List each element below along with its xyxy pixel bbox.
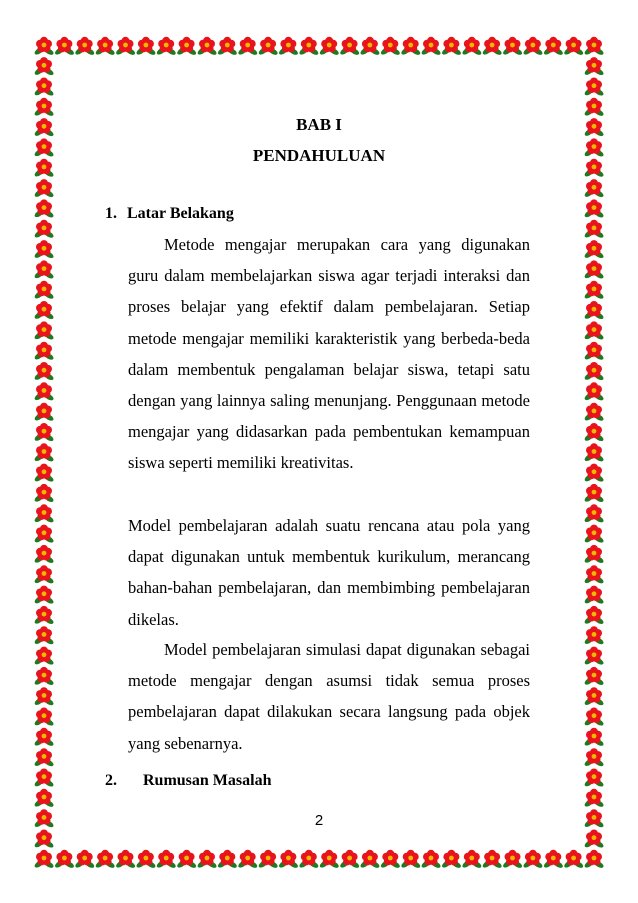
red-flower-icon (54, 37, 75, 56)
red-flower-icon (583, 382, 604, 401)
red-flower-icon (33, 37, 54, 56)
red-flower-icon (583, 504, 604, 523)
red-flower-icon (33, 769, 54, 788)
red-flower-icon (583, 830, 604, 849)
section-title: Rumusan Masalah (143, 772, 272, 789)
red-flower-icon (74, 37, 95, 56)
red-flower-icon (196, 850, 217, 869)
section-number: 2. (105, 772, 117, 789)
red-flower-icon (217, 37, 238, 56)
red-flower-icon (33, 484, 54, 503)
red-flower-icon (583, 748, 604, 767)
red-flower-icon (258, 850, 279, 869)
red-flower-icon (522, 850, 543, 869)
red-flower-icon (278, 850, 299, 869)
red-flower-icon (33, 789, 54, 808)
red-flower-icon (563, 850, 584, 869)
red-flower-icon (319, 37, 340, 56)
red-flower-icon (583, 850, 604, 869)
red-flower-icon (461, 850, 482, 869)
section-title: Latar Belakang (127, 205, 234, 222)
red-flower-icon (420, 37, 441, 56)
red-flower-icon (583, 342, 604, 361)
red-flower-icon (339, 850, 360, 869)
red-flower-icon (33, 423, 54, 442)
red-flower-icon (380, 850, 401, 869)
red-flower-icon (33, 464, 54, 483)
red-flower-icon (33, 179, 54, 198)
red-flower-icon (33, 57, 54, 76)
red-flower-icon (339, 37, 360, 56)
paragraph: Metode mengajar merupakan cara yang digunakan guru dalam membelajarkan siswa agar terjadi interaksi dan proses belajar yang efektif dalam pembelajaran. Setiap metode mengajar memiliki karakteristik yang berbeda-beda dalam membentuk pengalaman belajar siswa, tetapi satu dengan yang lainnya saling menunjang. Penggunaan metode mengajar yang didasarkan pada pembentukan kemampuan siswa seperti memiliki kreativitas. (128, 235, 530, 473)
red-flower-icon (33, 565, 54, 584)
red-flower-icon (583, 260, 604, 279)
red-flower-icon (135, 850, 156, 869)
red-flower-icon (33, 728, 54, 747)
red-flower-icon (583, 37, 604, 56)
red-flower-icon (400, 37, 421, 56)
red-flower-icon (583, 586, 604, 605)
red-flower-icon (33, 321, 54, 340)
red-flower-icon (196, 37, 217, 56)
red-flower-icon (33, 708, 54, 727)
red-flower-icon (583, 240, 604, 259)
red-flower-icon (33, 504, 54, 523)
red-flower-icon (237, 850, 258, 869)
red-flower-icon (563, 37, 584, 56)
red-flower-icon (502, 850, 523, 869)
chapter-title: PENDAHULUAN (252, 146, 386, 165)
red-flower-icon (298, 37, 319, 56)
red-flower-icon (420, 850, 441, 869)
page-number: 2 (314, 812, 324, 829)
red-flower-icon (33, 281, 54, 300)
red-flower-icon (583, 443, 604, 462)
red-flower-icon (33, 78, 54, 97)
red-flower-icon (583, 606, 604, 625)
red-flower-icon (33, 545, 54, 564)
section-heading-rumusan-masalah (105, 772, 271, 790)
red-flower-icon (33, 606, 54, 625)
red-flower-icon (95, 37, 116, 56)
red-flower-icon (543, 37, 564, 56)
red-flower-icon (583, 484, 604, 503)
red-flower-icon (583, 667, 604, 686)
red-flower-icon (33, 220, 54, 239)
red-flower-icon (583, 78, 604, 97)
red-flower-icon (33, 199, 54, 218)
red-flower-icon (33, 647, 54, 666)
red-flower-icon (33, 687, 54, 706)
red-flower-icon (319, 850, 340, 869)
red-flower-icon (583, 525, 604, 544)
red-flower-icon (33, 525, 54, 544)
paragraph: Model pembelajaran simulasi dapat digunakan sebagai metode mengajar dengan asumsi tidak semua proses pembelajaran dapat dilakukan secara langsung pada objek yang sebenarnya. (128, 640, 530, 753)
red-flower-icon (583, 789, 604, 808)
section-heading-latar-belakang (105, 205, 234, 223)
red-flower-icon (33, 626, 54, 645)
red-flower-icon (583, 545, 604, 564)
red-flower-icon (33, 586, 54, 605)
red-flower-icon (115, 850, 136, 869)
red-flower-icon (441, 37, 462, 56)
red-flower-icon (217, 850, 238, 869)
red-flower-icon (33, 667, 54, 686)
red-flower-icon (522, 37, 543, 56)
red-flower-icon (298, 850, 319, 869)
red-flower-icon (74, 850, 95, 869)
red-flower-icon (176, 37, 197, 56)
red-flower-icon (543, 850, 564, 869)
red-flower-icon (156, 850, 177, 869)
red-flower-icon (33, 301, 54, 320)
paragraph: Model pembelajaran adalah suatu rencana atau pola yang dapat digunakan untuk membentuk kurikulum, merancang bahan-bahan pembelajaran, dan membimbing pembelajaran dikelas. (128, 516, 530, 629)
red-flower-icon (176, 850, 197, 869)
red-flower-icon (278, 37, 299, 56)
red-flower-icon (33, 260, 54, 279)
red-flower-icon (115, 37, 136, 56)
red-flower-icon (583, 464, 604, 483)
red-flower-icon (95, 850, 116, 869)
red-flower-icon (583, 769, 604, 788)
red-flower-icon (33, 830, 54, 849)
red-flower-icon (33, 240, 54, 259)
red-flower-icon (135, 37, 156, 56)
red-flower-icon (33, 403, 54, 422)
red-flower-icon (583, 687, 604, 706)
red-flower-icon (583, 708, 604, 727)
section-number: 1. (105, 205, 117, 222)
red-flower-icon (359, 850, 380, 869)
red-flower-icon (33, 382, 54, 401)
red-flower-icon (33, 342, 54, 361)
red-flower-icon (583, 423, 604, 442)
red-flower-icon (482, 37, 503, 56)
red-flower-icon (583, 321, 604, 340)
red-flower-icon (33, 362, 54, 381)
chapter-label: BAB I (296, 115, 342, 134)
red-flower-icon (583, 57, 604, 76)
red-flower-icon (502, 37, 523, 56)
red-flower-icon (583, 301, 604, 320)
red-flower-icon (583, 199, 604, 218)
red-flower-icon (33, 748, 54, 767)
red-flower-icon (380, 37, 401, 56)
red-flower-icon (583, 626, 604, 645)
red-flower-icon (583, 220, 604, 239)
red-flower-icon (583, 728, 604, 747)
red-flower-icon (583, 281, 604, 300)
red-flower-icon (156, 37, 177, 56)
red-flower-icon (583, 179, 604, 198)
red-flower-icon (583, 565, 604, 584)
red-flower-icon (400, 850, 421, 869)
red-flower-icon (359, 37, 380, 56)
red-flower-icon (461, 37, 482, 56)
red-flower-icon (583, 647, 604, 666)
red-flower-icon (258, 37, 279, 56)
red-flower-icon (482, 850, 503, 869)
red-flower-icon (33, 443, 54, 462)
red-flower-icon (583, 403, 604, 422)
red-flower-icon (54, 850, 75, 869)
red-flower-icon (583, 362, 604, 381)
red-flower-icon (33, 850, 54, 869)
red-flower-icon (237, 37, 258, 56)
red-flower-icon (441, 850, 462, 869)
